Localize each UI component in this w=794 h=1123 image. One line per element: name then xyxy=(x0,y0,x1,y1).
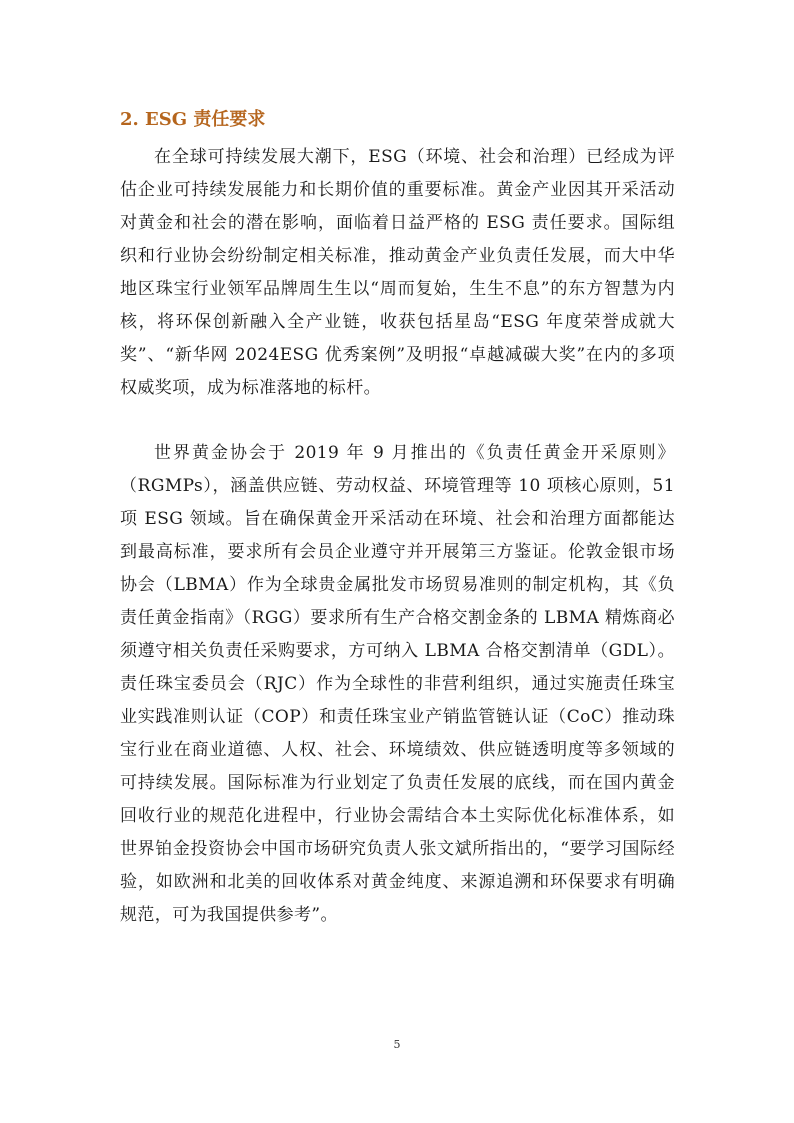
page-number: 5 xyxy=(393,1038,401,1051)
section-heading: 2. ESG 责任要求 xyxy=(120,109,266,130)
body-paragraph: 世界黄金协会于 2019 年 9 月推出的《负责任黄金开采原则》（RGMPs），涵盖供应链、劳动权益、环境管理等 10 项核心原则，51 项 ESG 领域。旨在确保黄金开采活动在环境、社会和治理方面都能达到最高标准，要求所有会员企业遵守并开展第三方鉴证。伦敦金银市场协会（LBMA）作为全球贵金属批发市场贸易准则的制定机构，其《负责任黄金指南》（RGG）要求所有生产合格交割金条的 LBMA 精炼商必须遵守相关负责任采购要求，方可纳入 LBMA 合格交割清单（GDL）。责任珠宝委员会（RJC）作为全球性的非营利组织，通过实施责任珠宝业实践准则认证（COP）和责任珠宝业产销监管链认证（CoC）推动珠宝行业在商业道德、人权、社会、环境绩效、供应链透明度等多领域的可持续发展。国际标准为行业划定了负责任发展的底线，而在国内黄金回收行业的规范化进程中，行业协会需结合本土实际优化标准体系，如世界铂金投资协会中国市场研究负责人张文斌所指出的，“要学习国际经验，如欧洲和北美的回收体系对黄金纯度、来源追溯和环保要求有明确规范，可为我国提供参考”。 xyxy=(120,443,675,925)
body-paragraph: 在全球可持续发展大潮下，ESG（环境、社会和治理）已经成为评估企业可持续发展能力和长期价值的重要标准。黄金产业因其开采活动对黄金和社会的潜在影响，面临着日益严格的 ESG 责任要求。国际组织和行业协会纷纷制定相关标准，推动黄金产业负责任发展，而大中华地区珠宝行业领军品牌周生生以“周而复始，生生不息”的东方智慧为内核，将环保创新融入全产业链，收获包括星岛“ESG 年度荣誉成就大奖”、“新华网 2024ESG 优秀案例”及明报“卓越减碳大奖”在内的多项权威奖项，成为标准落地的标杆。 xyxy=(120,147,675,398)
